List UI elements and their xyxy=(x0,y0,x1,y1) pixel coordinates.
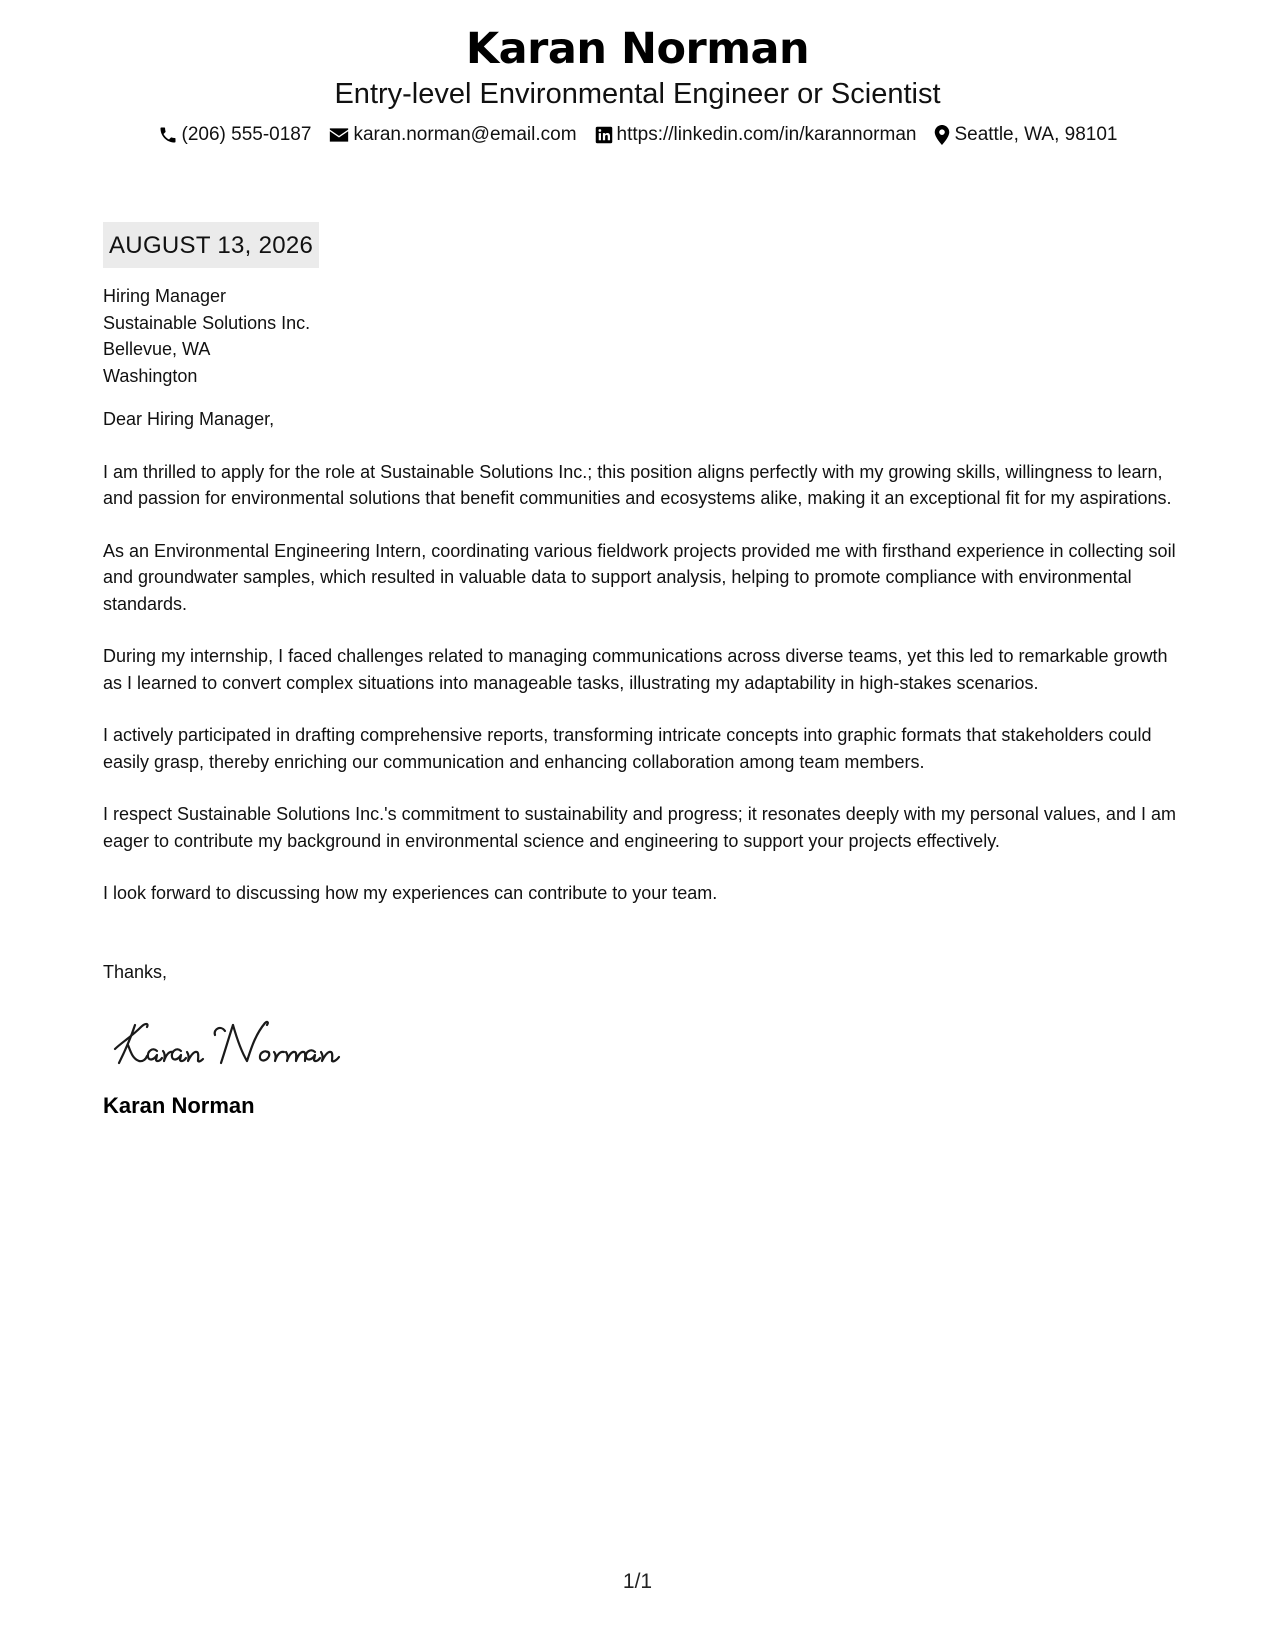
contact-email xyxy=(329,122,576,148)
map-marker-icon xyxy=(934,125,950,145)
applicant-title: Entry-level Environmental Engineer or Scientist xyxy=(334,78,941,110)
salutation: Dear Hiring Manager, xyxy=(103,409,275,429)
letter-header xyxy=(0,22,1275,148)
body-paragraph: I respect Sustainable Solutions Inc.'s commitment to sustainability and progress; it resonates deeply with my personal values, and I am eager to contribute my background in environmental science and engineering to support your projects effectively. xyxy=(103,804,1176,851)
body-paragraph: As an Environmental Engineering Intern, coordinating various fieldwork projects provided me with firsthand experience in collecting soil and groundwater samples, which resulted in valuable data to support analysis, helping to promote compliance with environmental standards. xyxy=(103,540,1176,614)
body-paragraph: I actively participated in drafting comprehensive reports, transforming intricate concepts into graphic formats that stakeholders could easily grasp, thereby enriching our communication and enhancing collaboration among team members. xyxy=(103,725,1152,772)
envelope-icon xyxy=(329,127,349,143)
location-text: Seattle, WA, 98101 xyxy=(954,124,1118,145)
recipient-block xyxy=(103,283,1178,389)
letter-body xyxy=(103,222,1178,1121)
body-paragraph: I look forward to discussing how my experiences can contribute to your team. xyxy=(103,883,718,903)
linkedin-link[interactable]: https://linkedin.com/in/karannorman xyxy=(616,124,917,145)
contact-linkedin xyxy=(595,122,917,148)
contact-location xyxy=(934,122,1117,148)
phone-text: (206) 555-0187 xyxy=(181,124,312,145)
recipient-line: Washington xyxy=(103,365,198,386)
recipient-line: Hiring Manager xyxy=(103,286,227,306)
applicant-name: Karan Norman xyxy=(465,24,810,74)
phone-icon xyxy=(158,125,178,145)
email-link[interactable]: karan.norman@email.com xyxy=(353,124,577,145)
closing: Thanks, xyxy=(103,961,168,982)
contact-bar xyxy=(0,122,1275,148)
recipient-line: Sustainable Solutions Inc. xyxy=(103,312,311,333)
letter-date: AUGUST 13, 2026 xyxy=(103,222,319,268)
page-number: 1/1 xyxy=(622,1570,653,1593)
linkedin-icon xyxy=(595,126,613,144)
body-paragraph: During my internship, I faced challenges related to managing communications across diverse teams, yet this led to remarkable growth as I learned to convert complex situations into manageable tasks, illustrating my adaptability in high-stakes scenarios. xyxy=(103,646,1168,693)
signature-image xyxy=(109,1015,359,1073)
handwritten-signature xyxy=(109,1015,1178,1073)
signer-name: Karan Norman xyxy=(103,1093,255,1118)
contact-phone xyxy=(158,122,312,148)
recipient-line: Bellevue, WA xyxy=(103,339,211,359)
body-paragraph: I am thrilled to apply for the role at Sustainable Solutions Inc.; this position aligns perfectly with my growing skills, willingness to learn, and passion for environmental solutions that benefit communities and ecosystems alike, making it an exceptional fit for my aspirations. xyxy=(103,461,1172,508)
